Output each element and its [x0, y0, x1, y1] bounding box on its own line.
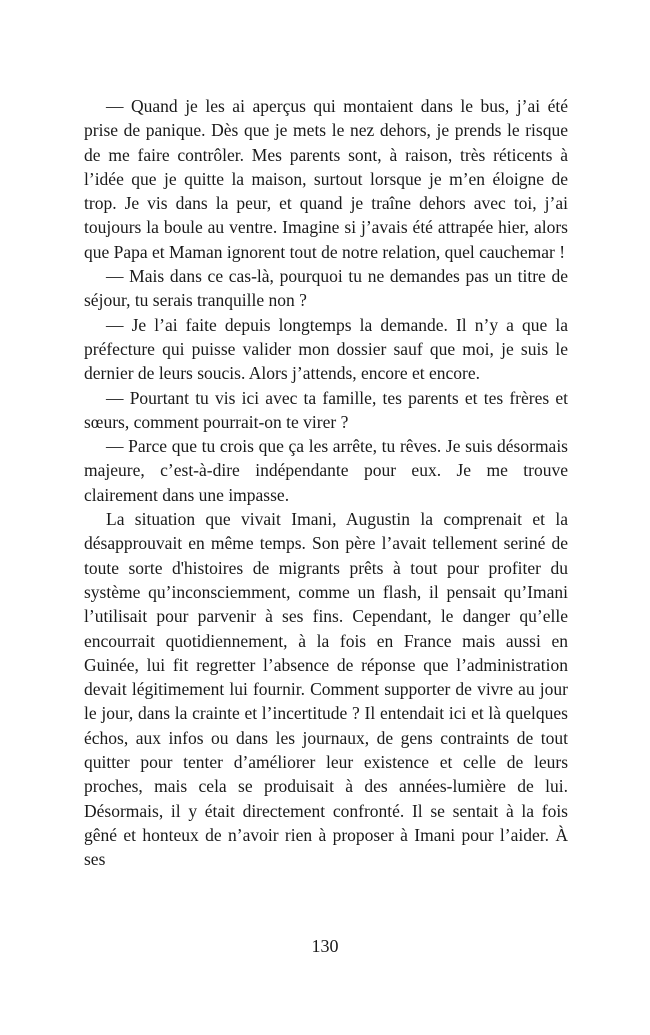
paragraph-6: La situation que vivait Imani, Augustin la comprenait et la désapprouvait en même temps. Son père l’avait tellement seriné de toute sorte d'histoires de migrants prêts à tout pour profiter du système qu’inconsciemment, comme un flash, il pensait qu’Imani l’utilisait pour parvenir à ses fins. Cependant, le danger qu’elle encourrait quotidiennement, à la fois en France mais aussi en Guinée, lui fit regretter l’absence de réponse que l’administration devait légitimement lui fournir. Comment supporter de vivre au jour le jour, dans la crainte et l’incertitude ? Il entendait ici et là quelques échos, aux infos ou dans les journaux, de gens contraints de tout quitter pour tenter d’améliorer leur existence et celle de leurs proches, mais cela se produisait à des années-lumière de lui. Désormais, il y était directement confronté. Il se sentait à la fois gêné et honteux de n’avoir rien à proposer à Imani pour l’aider. À ses: [84, 509, 568, 870]
body-text: [84, 94, 568, 872]
paragraph-4: — Pourtant tu vis ici avec ta famille, tes parents et tes frères et sœurs, comment pourrait-on te virer ?: [84, 387, 568, 432]
page-number: 130: [311, 936, 339, 956]
paragraph-2: — Mais dans ce cas-là, pourquoi tu ne demandes pas un titre de séjour, tu serais tranquille non ?: [84, 266, 568, 311]
paragraph-1: — Quand je les ai aperçus qui montaient dans le bus, j’ai été prise de panique. Dès que je mets le nez dehors, je prends le risque de me faire contrôler. Mes parents sont, à raison, très réticents à l’idée que je quitte la maison, surtout lorsque je m’en éloigne de trop. Je vis dans la peur, et quand je traîne dehors avec toi, j’ai toujours la boule au ventre. Imagine si j’avais été attrapée hier, alors que Papa et Maman ignorent tout de notre relation, quel cauchemar !: [84, 96, 568, 262]
paragraph-5: — Parce que tu crois que ça les arrête, tu rêves. Je suis désormais majeure, c’est-à-dire indépendante pour eux. Je me trouve clairement dans une impasse.: [84, 436, 568, 505]
paragraph-3: — Je l’ai faite depuis longtemps la demande. Il n’y a que la préfecture qui puisse valider mon dossier sauf que moi, je suis le dernier de leurs soucis. Alors j’attends, encore et encore.: [84, 314, 568, 384]
